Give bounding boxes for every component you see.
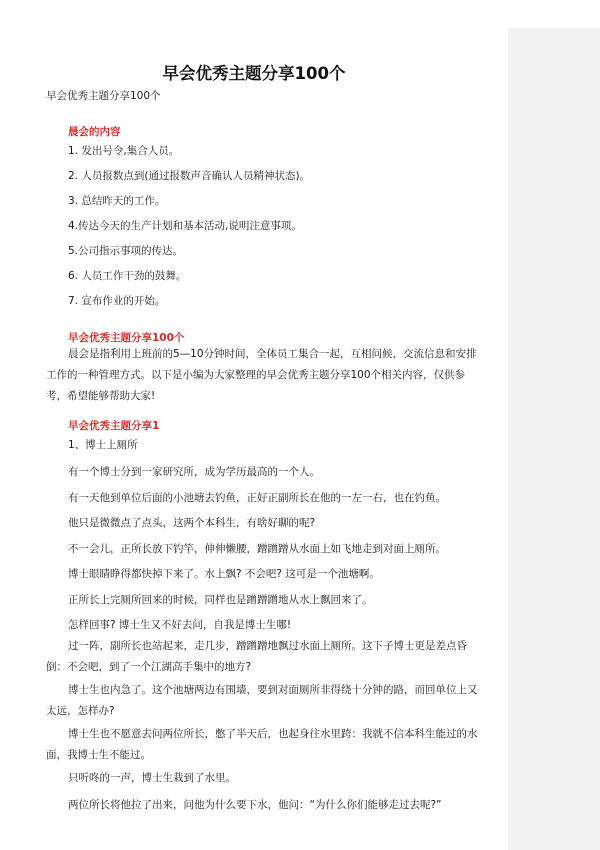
story-line: 有一个博士分到一家研究所，成为学历最高的一个人。 xyxy=(68,466,320,478)
list-item: 6. 人员工作干劲的鼓舞。 xyxy=(68,270,187,282)
list-item: 1. 发出号令,集合人员。 xyxy=(68,145,180,157)
document-subtitle: 早会优秀主题分享100个 xyxy=(46,90,161,102)
list-item: 3. 总结昨天的工作。 xyxy=(68,195,166,207)
list-item: 7. 宣布作业的开始。 xyxy=(68,295,166,307)
story-title: 1、博士上厕所 xyxy=(68,439,138,451)
section-heading-share-100: 早会优秀主题分享100个 xyxy=(68,332,185,344)
story-line: 怎样回事? 博士生又不好去问，自我是博士生哪! xyxy=(68,619,292,631)
story-line: 他只是微微点了点头，这两个本科生，有啥好聊的呢? xyxy=(68,517,316,529)
page-title: 早会优秀主题分享100个 xyxy=(162,64,346,83)
story-line: 博士眼睛睁得都快掉下来了。水上飘? 不会吧? 这可是一个池塘啊。 xyxy=(68,568,380,580)
story-line: 只听咚的一声，博士生栽到了水里。 xyxy=(68,772,236,784)
story-paragraph: 过一阵，副所长也站起来，走几步，蹭蹭蹭地飘过水面上厕所。这下子博士更是差点昏倒：不会吧，到了一个江湖高手集中的地方? xyxy=(46,640,467,673)
section-heading-share-1: 早会优秀主题分享1 xyxy=(68,420,160,432)
story-line: 两位所长将他拉了出来，问他为什么要下水，他问：“为什么你们能够走过去呢?” xyxy=(68,799,442,811)
story-paragraph: 博士生也不愿意去问两位所长，憋了半天后，也起身往水里跨：我就不信本科生能过的水面，我博士生不能过。 xyxy=(46,728,478,761)
list-item: 5.公司指示事项的传达。 xyxy=(68,245,184,257)
section-heading-morning-meeting-content: 晨会的内容 xyxy=(68,126,121,138)
list-item: 4.传达今天的生产计划和基本活动,说明注意事项。 xyxy=(68,220,302,232)
list-item: 2. 人员报数点到(通过报数声音确认人员精神状态)。 xyxy=(68,170,311,182)
intro-paragraph: 晨会是指利用上班前的5—10分钟时间，全体员工集合一起，互相问候，交流信息和安排工作的一种管理方式。以下是小编为大家整理的早会优秀主题分享100个相关内容，仅供参考，希望能够帮助大家! xyxy=(46,348,477,402)
story-line: 正所长上完厕所回来的时候，同样也是蹭蹭蹭地从水上飘回来了。 xyxy=(68,594,373,606)
story-paragraph: 博士生也内急了。这个池塘两边有围墙，要到对面厕所非得绕十分钟的路，而回单位上又太远，怎样办? xyxy=(46,684,478,717)
side-panel xyxy=(508,28,600,850)
story-line: 不一会儿，正所长放下钓竿，伸伸懒腰，蹭蹭蹭从水面上如飞地走到对面上厕所。 xyxy=(68,543,446,555)
story-line: 有一天他到单位后面的小池塘去钓鱼，正好正副所长在他的一左一右，也在钓鱼。 xyxy=(68,492,446,504)
